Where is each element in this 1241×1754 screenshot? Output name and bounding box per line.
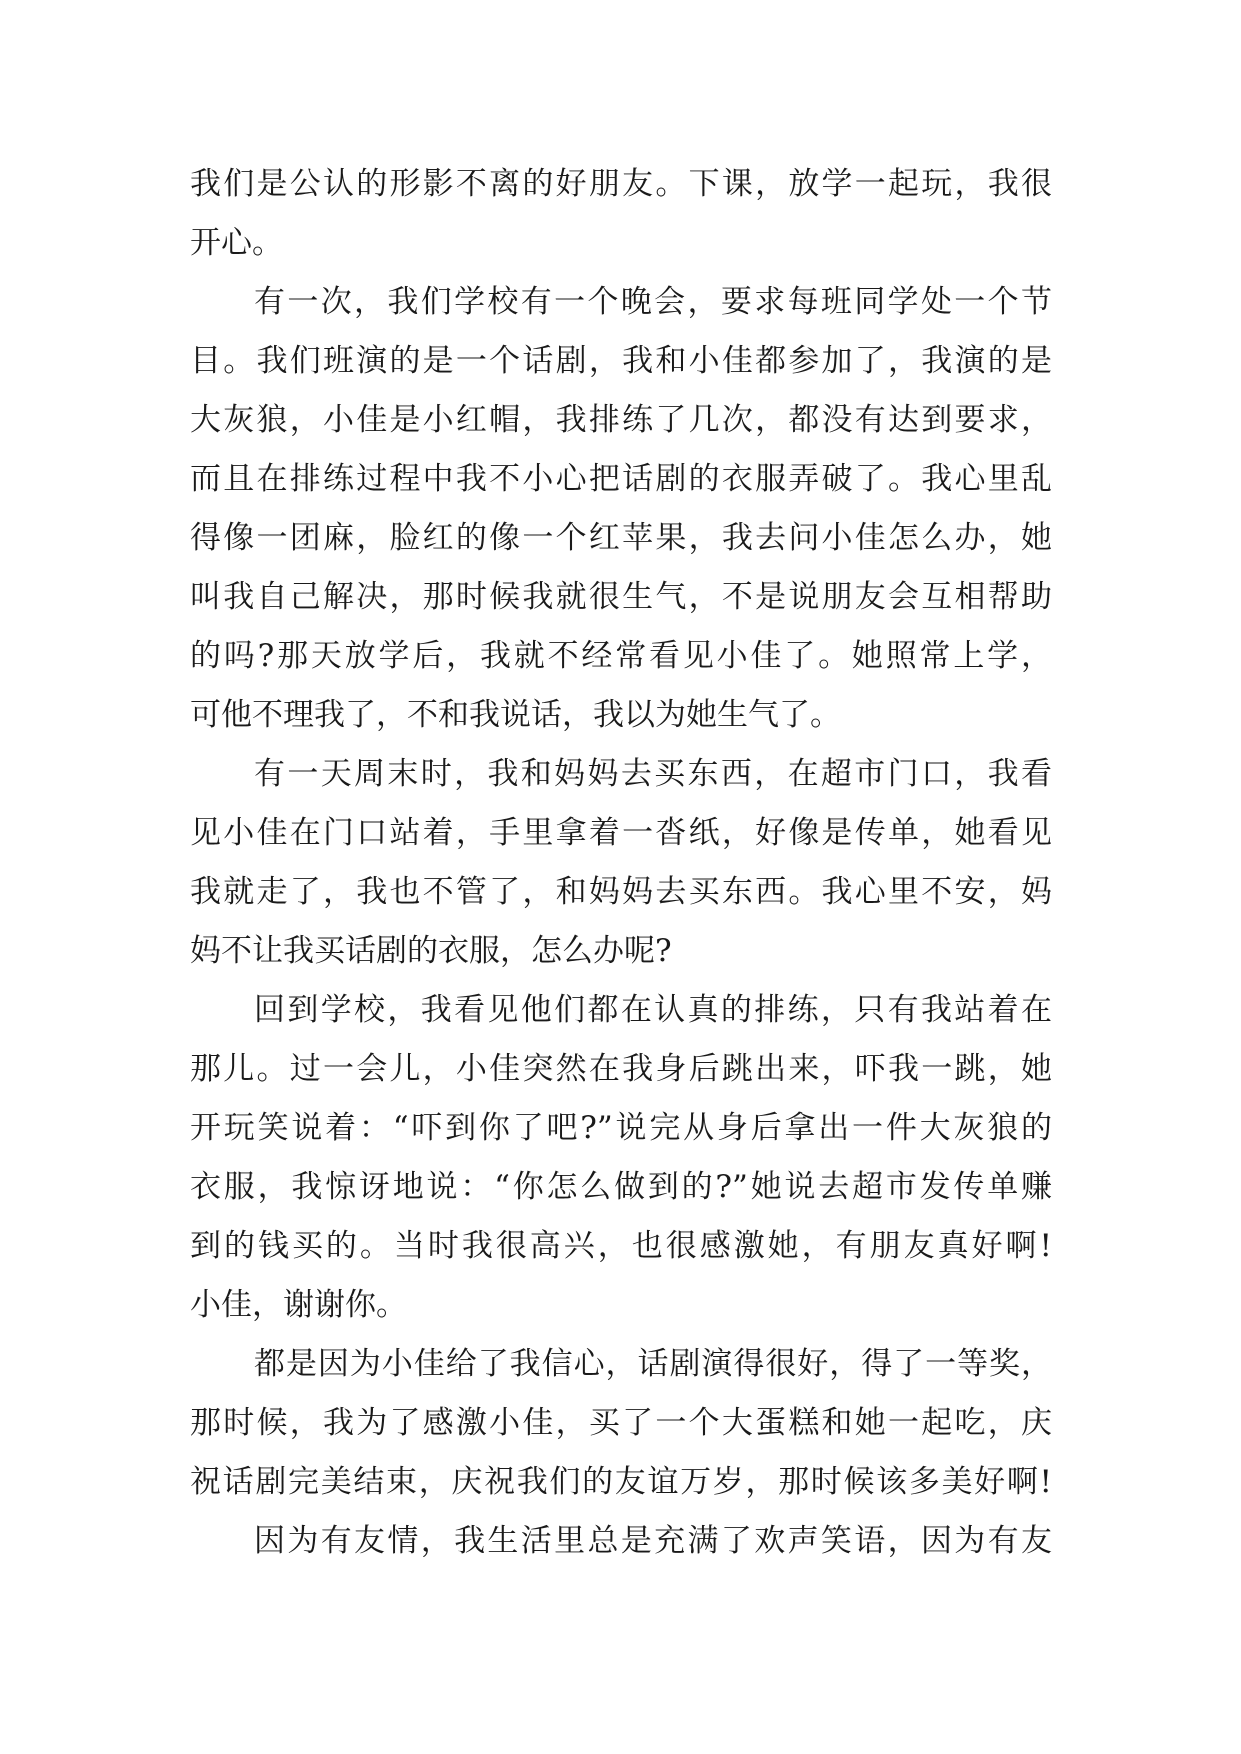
text-line: 小佳，谢谢你。 bbox=[190, 1287, 407, 1323]
text-line: 目。我们班演的是一个话剧，我和小佳都参加了，我演的是 bbox=[190, 343, 1052, 379]
text-line: 而且在排练过程中我不小心把话剧的衣服弄破了。我心里乱 bbox=[190, 461, 1052, 497]
text-line: 大灰狼，小佳是小红帽，我排练了几次，都没有达到要求， bbox=[190, 402, 1052, 438]
text-line: 祝话剧完美结束，庆祝我们的友谊万岁，那时候该多美好啊! bbox=[190, 1464, 1052, 1500]
text-line: 的吗?那天放学后，我就不经常看见小佳了。她照常上学， bbox=[190, 638, 1052, 674]
text-line: 得像一团麻，脸红的像一个红苹果，我去问小佳怎么办，她 bbox=[190, 520, 1052, 556]
text-line: 见小佳在门口站着，手里拿着一沓纸，好像是传单，她看见 bbox=[190, 815, 1052, 851]
text-line: 有一次，我们学校有一个晚会，要求每班同学处一个节 bbox=[254, 284, 1052, 320]
text-line: 叫我自己解决，那时候我就很生气，不是说朋友会互相帮助 bbox=[190, 579, 1052, 615]
text-line: 我就走了，我也不管了，和妈妈去买东西。我心里不安，妈 bbox=[190, 874, 1052, 910]
paragraph-6 bbox=[190, 1512, 1052, 1571]
body-text bbox=[190, 155, 1052, 1571]
text-line: 妈不让我买话剧的衣服，怎么办呢? bbox=[190, 933, 672, 969]
paragraph-4 bbox=[190, 981, 1052, 1335]
text-line: 都是因为小佳给了我信心，话剧演得很好，得了一等奖， bbox=[254, 1346, 1052, 1382]
text-line: 可他不理我了，不和我说话，我以为她生气了。 bbox=[190, 697, 841, 733]
paragraph-3 bbox=[190, 745, 1052, 981]
paragraph-1 bbox=[190, 155, 1052, 273]
text-line: 到的钱买的。当时我很高兴，也很感激她，有朋友真好啊! bbox=[190, 1228, 1052, 1264]
paragraph-5 bbox=[190, 1335, 1052, 1512]
text-line: 我们是公认的形影不离的好朋友。下课，放学一起玩，我很 bbox=[190, 166, 1052, 202]
text-line: 衣服，我惊讶地说：“你怎么做到的?”她说去超市发传单赚 bbox=[190, 1169, 1052, 1205]
text-line: 因为有友情，我生活里总是充满了欢声笑语，因为有友 bbox=[254, 1523, 1052, 1559]
paragraph-2 bbox=[190, 273, 1052, 745]
text-line: 回到学校，我看见他们都在认真的排练，只有我站着在 bbox=[254, 992, 1052, 1028]
text-line: 开玩笑说着：“吓到你了吧?”说完从身后拿出一件大灰狼的 bbox=[190, 1110, 1052, 1146]
text-line: 那时候，我为了感激小佳，买了一个大蛋糕和她一起吃，庆 bbox=[190, 1405, 1052, 1441]
text-line: 有一天周末时，我和妈妈去买东西，在超市门口，我看 bbox=[254, 756, 1052, 792]
text-line: 开心。 bbox=[190, 225, 283, 261]
text-line: 那儿。过一会儿，小佳突然在我身后跳出来，吓我一跳，她 bbox=[190, 1051, 1052, 1087]
